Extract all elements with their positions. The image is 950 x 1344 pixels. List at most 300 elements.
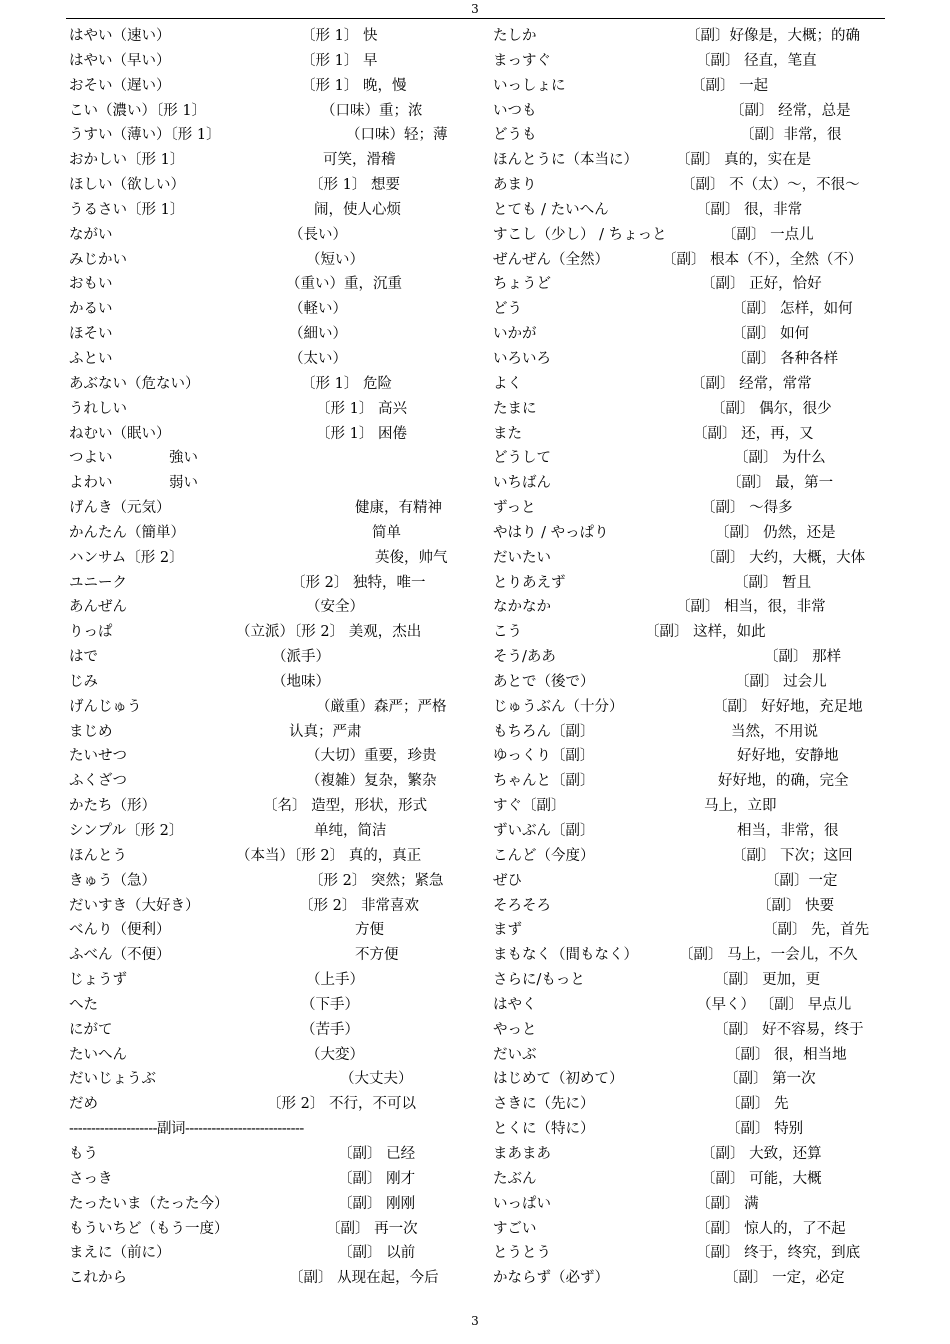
vocab-word: たまに xyxy=(493,400,537,417)
vocab-word: かたち（形） xyxy=(69,798,156,815)
vocab-entry xyxy=(493,1167,893,1192)
vocab-entry xyxy=(493,272,893,297)
vocab-gloss: 〔副〕 大致，还算 xyxy=(701,1145,822,1162)
vocab-entry xyxy=(69,670,469,695)
vocab-word: うすい（薄い）〔形 1〕 xyxy=(69,127,221,144)
vocab-word: きゅう（急） xyxy=(69,872,156,889)
vocab-entry xyxy=(69,347,469,372)
vocab-gloss: （地味） xyxy=(272,673,330,690)
vocab-word: いかが xyxy=(493,326,537,343)
vocab-word: さらに/もっと xyxy=(493,972,585,989)
vocab-word: はやく xyxy=(493,996,537,1013)
vocab-word: ゆっくり〔副〕 xyxy=(493,748,595,765)
vocab-entry xyxy=(69,1117,469,1142)
vocab-entry xyxy=(493,123,893,148)
vocab-gloss: （大丈夫） xyxy=(340,1071,413,1088)
vocab-gloss: 〔副〕 不（太）～，不很～ xyxy=(681,177,860,194)
vocab-entry xyxy=(69,24,469,49)
vocab-gloss: 〔形 1〕 高兴 xyxy=(316,400,407,417)
vocab-word: はやい（早い） xyxy=(69,52,171,69)
vocab-word: ほんとう xyxy=(69,847,127,864)
vocab-gloss: （早く） 〔副〕 早点儿 xyxy=(697,996,852,1013)
vocab-entry xyxy=(493,993,893,1018)
vocab-gloss: 英俊，帅气 xyxy=(375,549,448,566)
vocab-word: とうとう xyxy=(493,1245,551,1262)
vocab-gloss: （立派）〔形 2〕 美观，杰出 xyxy=(236,624,422,641)
vocab-entry xyxy=(69,869,469,894)
vocab-entry xyxy=(69,297,469,322)
vocab-column-left xyxy=(69,24,469,1291)
vocab-gloss: （短い） xyxy=(306,251,364,268)
page-number-bottom: 3 xyxy=(471,1314,479,1328)
vocab-entry xyxy=(69,620,469,645)
vocab-gloss: 〔副〕 各种各样 xyxy=(732,350,839,367)
vocab-entry xyxy=(69,1266,469,1291)
vocab-word: いっぱい xyxy=(493,1195,551,1212)
vocab-entry xyxy=(69,918,469,943)
vocab-entry xyxy=(493,99,893,124)
vocab-entry xyxy=(69,471,469,496)
vocab-gloss: 〔副〕 刚刚 xyxy=(338,1195,416,1212)
vocab-entry xyxy=(493,1192,893,1217)
vocab-gloss: 闹，使人心烦 xyxy=(314,201,401,218)
vocab-entry xyxy=(69,1192,469,1217)
vocab-gloss: （長い） xyxy=(289,226,347,243)
vocab-entry xyxy=(493,620,893,645)
vocab-entry xyxy=(69,819,469,844)
vocab-word: たしか xyxy=(493,28,537,44)
vocab-word: ぜんぜん（全然） xyxy=(493,251,609,268)
vocab-entry xyxy=(69,248,469,273)
vocab-word: ぜひ xyxy=(493,872,522,889)
vocab-word: げんじゅう xyxy=(69,698,142,715)
vocab-gloss: 〔副〕 第一次 xyxy=(724,1071,816,1088)
vocab-gloss: （口味）重；浓 xyxy=(321,102,423,119)
vocab-entry xyxy=(493,968,893,993)
vocab-gloss: 〔形 1〕 快 xyxy=(301,28,378,44)
vocab-word: これから xyxy=(69,1270,127,1287)
page-number-top: 3 xyxy=(471,2,479,16)
vocab-entry xyxy=(69,1018,469,1043)
vocab-gloss: 〔形 2〕 不行，不可以 xyxy=(267,1096,416,1113)
vocab-entry xyxy=(493,347,893,372)
vocab-gloss: 〔副〕 经常，总是 xyxy=(730,102,851,119)
vocab-word: いっしょに xyxy=(493,77,566,94)
vocab-entry xyxy=(69,595,469,620)
vocab-gloss: 〔副〕 一起 xyxy=(691,77,769,94)
vocab-entry xyxy=(69,744,469,769)
vocab-word: また xyxy=(493,425,522,442)
vocab-gloss: 〔副〕 快要 xyxy=(757,897,835,914)
vocab-gloss: 〔副〕 已经 xyxy=(338,1145,416,1162)
vocab-word: だめ xyxy=(69,1096,98,1113)
vocab-entry xyxy=(493,322,893,347)
vocab-word: もう xyxy=(69,1145,98,1162)
vocab-gloss: 〔名〕 造型，形状，形式 xyxy=(263,798,428,815)
vocab-word: なかなか xyxy=(493,599,551,616)
vocab-gloss: 〔形 2〕 非常喜欢 xyxy=(299,897,419,914)
vocab-entry xyxy=(493,595,893,620)
vocab-entry xyxy=(69,198,469,223)
vocab-entry xyxy=(493,571,893,596)
vocab-word: さっき xyxy=(69,1170,113,1187)
vocab-column-right xyxy=(493,24,893,1291)
vocab-word: だいたい xyxy=(493,549,551,566)
vocab-gloss: 〔副〕非常，很 xyxy=(740,127,842,144)
vocab-gloss: 〔副〕 一定，必定 xyxy=(724,1270,845,1287)
vocab-word: いちばん xyxy=(493,475,551,492)
vocab-word: ほそい xyxy=(69,326,113,343)
vocab-entry xyxy=(493,720,893,745)
vocab-entry xyxy=(69,223,469,248)
vocab-word: とくに（特に） xyxy=(493,1121,595,1138)
vocab-entry xyxy=(493,869,893,894)
vocab-entry xyxy=(493,248,893,273)
vocab-entry xyxy=(493,471,893,496)
vocab-gloss: 〔副〕 好好地，充足地 xyxy=(713,698,863,715)
vocab-gloss: 健康，有精神 xyxy=(355,500,442,517)
vocab-entry xyxy=(69,1241,469,1266)
vocab-gloss: 〔副〕 ～得多 xyxy=(701,500,793,517)
vocab-word: まっすぐ xyxy=(493,52,551,69)
vocab-entry xyxy=(69,695,469,720)
vocab-gloss: 好好地，的确，完全 xyxy=(718,773,849,790)
vocab-gloss: （軽い） xyxy=(289,301,347,318)
vocab-gloss: 马上，立即 xyxy=(704,798,777,815)
vocab-entry xyxy=(493,1117,893,1142)
vocab-word: りっぱ xyxy=(69,624,113,641)
vocab-gloss: 〔副〕 先，首先 xyxy=(763,922,870,939)
vocab-word: よく xyxy=(493,375,522,392)
vocab-word: かならず（必ず） xyxy=(493,1270,609,1287)
vocab-entry xyxy=(493,521,893,546)
vocab-entry xyxy=(69,372,469,397)
vocab-gloss: （重い）重，沉重 xyxy=(286,276,402,293)
vocab-entry xyxy=(69,968,469,993)
vocab-word: だいじょうぶ xyxy=(69,1071,156,1088)
vocab-word: あぶない（危ない） xyxy=(69,375,200,392)
vocab-entry xyxy=(493,74,893,99)
vocab-entry xyxy=(493,1092,893,1117)
vocab-gloss: 〔副〕 还，再，又 xyxy=(693,425,814,442)
vocab-entry xyxy=(493,148,893,173)
vocab-gloss: 〔副〕 这样，如此 xyxy=(645,624,766,641)
vocab-entry xyxy=(69,446,469,471)
vocab-entry xyxy=(493,645,893,670)
vocab-word: ユニーク xyxy=(69,574,127,591)
vocab-word: どう xyxy=(493,301,522,318)
vocab-gloss: （大切）重要，珍贵 xyxy=(306,748,437,765)
vocab-word: たったいま（たった今） xyxy=(69,1195,229,1212)
vocab-entry xyxy=(69,645,469,670)
vocab-word: はで xyxy=(69,649,98,666)
vocab-gloss: 〔副〕好像是，大概；的确 xyxy=(686,28,860,44)
vocab-entry xyxy=(69,521,469,546)
vocab-entry xyxy=(493,173,893,198)
vocab-gloss: 〔副〕 最，第一 xyxy=(727,475,834,492)
vocab-word: いつも xyxy=(493,102,537,119)
vocab-gloss: 〔副〕 先 xyxy=(726,1096,789,1113)
vocab-entry xyxy=(493,223,893,248)
vocab-gloss: 〔副〕 偶尔，很少 xyxy=(711,400,832,417)
vocab-gloss: 〔副〕 从现在起，今后 xyxy=(289,1270,439,1287)
vocab-entry xyxy=(69,844,469,869)
vocab-gloss: 〔副〕 相当，很，非常 xyxy=(676,599,826,616)
vocab-gloss: 〔副〕 为什么 xyxy=(734,450,826,467)
vocab-entry xyxy=(69,123,469,148)
vocab-entry xyxy=(493,695,893,720)
vocab-word: こう xyxy=(493,624,522,641)
vocab-gloss: （厳重）森严；严格 xyxy=(316,698,447,715)
vocab-gloss: 〔副〕 可能，大概 xyxy=(701,1170,822,1187)
vocab-gloss: 〔副〕 那样 xyxy=(764,649,842,666)
vocab-gloss: 可笑，滑稽 xyxy=(323,152,396,169)
vocab-entry xyxy=(493,546,893,571)
vocab-word: げんき（元気） xyxy=(69,500,171,517)
vocab-word: ほんとうに（本当に） xyxy=(493,152,638,169)
vocab-word: ふくざつ xyxy=(69,773,127,790)
vocab-word: ふとい xyxy=(69,350,113,367)
vocab-gloss: （下手） xyxy=(301,996,359,1013)
vocab-entry xyxy=(493,397,893,422)
vocab-word: とりあえず xyxy=(493,574,566,591)
vocab-word: うれしい xyxy=(69,400,127,417)
vocab-gloss: 〔副〕 大约，大概，大体 xyxy=(701,549,866,566)
vocab-word: うるさい〔形 1〕 xyxy=(69,201,185,218)
vocab-word: すこし（少し） / ちょっと xyxy=(493,226,667,243)
vocab-entry xyxy=(69,1142,469,1167)
vocab-gloss: （派手） xyxy=(272,649,330,666)
vocab-entry xyxy=(69,397,469,422)
vocab-word: さきに（先に） xyxy=(493,1096,595,1113)
vocab-gloss: 〔副〕 满 xyxy=(696,1195,759,1212)
vocab-word: まあまあ xyxy=(493,1145,551,1162)
vocab-entry xyxy=(493,297,893,322)
vocab-gloss: 〔副〕 一点儿 xyxy=(722,226,814,243)
vocab-entry xyxy=(69,272,469,297)
vocab-word: やっと xyxy=(493,1021,537,1038)
vocab-gloss: （複雑）复杂，繁杂 xyxy=(306,773,437,790)
vocab-word: たいへん xyxy=(69,1046,127,1063)
vocab-entry xyxy=(493,1217,893,1242)
vocab-entry xyxy=(493,744,893,769)
vocab-entry xyxy=(493,24,893,49)
vocab-word: まえに（前に） xyxy=(69,1245,171,1262)
vocab-word: ちょうど xyxy=(493,276,551,293)
vocab-entry xyxy=(493,1241,893,1266)
vocab-gloss: 〔副〕一定 xyxy=(765,872,838,889)
vocab-word: ずいぶん〔副〕 xyxy=(493,823,595,839)
vocab-gloss: 〔副〕 更加，更 xyxy=(714,972,821,989)
vocab-word: おかしい〔形 1〕 xyxy=(69,152,185,169)
vocab-gloss: 〔形 2〕 突然；紧急 xyxy=(309,872,444,889)
vocab-word: まず xyxy=(493,922,522,939)
vocab-entry xyxy=(493,1018,893,1043)
vocab-word: ねむい（眠い） xyxy=(69,425,171,442)
vocab-entry xyxy=(69,74,469,99)
vocab-entry xyxy=(493,49,893,74)
vocab-entry xyxy=(493,918,893,943)
vocab-entry xyxy=(493,769,893,794)
vocab-gloss: （太い） xyxy=(289,350,347,367)
vocab-gloss: 方便 xyxy=(355,922,384,939)
vocab-gloss: 当然，不用说 xyxy=(731,723,818,740)
vocab-word: あまり xyxy=(493,177,537,194)
vocab-entry xyxy=(493,844,893,869)
vocab-entry xyxy=(69,769,469,794)
vocab-gloss: 〔形 2〕 独特，唯一 xyxy=(291,574,426,591)
vocab-entry xyxy=(493,372,893,397)
vocab-gloss: 〔副〕 下次；这回 xyxy=(732,847,853,864)
vocab-gloss: 〔副〕 以前 xyxy=(338,1245,416,1262)
vocab-entry xyxy=(493,446,893,471)
vocab-word: はじめて（初めて） xyxy=(493,1071,624,1088)
vocab-word: へた xyxy=(69,996,98,1013)
vocab-word: やはり / やっぱり xyxy=(493,524,609,541)
vocab-entry xyxy=(493,943,893,968)
vocab-gloss: 〔形 1〕 想要 xyxy=(309,177,400,194)
vocab-word: こい（濃い）〔形 1〕 xyxy=(69,102,207,119)
vocab-entry xyxy=(69,1167,469,1192)
vocab-gloss: 強い xyxy=(169,450,198,467)
vocab-word: じみ xyxy=(69,673,98,690)
vocab-entry xyxy=(69,496,469,521)
vocab-gloss: （苦手） xyxy=(301,1021,359,1038)
vocab-entry xyxy=(493,894,893,919)
vocab-word: じょうず xyxy=(69,972,127,989)
vocab-entry xyxy=(69,943,469,968)
vocab-gloss: 〔副〕 很，相当地 xyxy=(726,1046,847,1063)
vocab-word: にがて xyxy=(69,1021,113,1038)
vocab-word: ふべん（不便） xyxy=(69,947,171,964)
vocab-entry xyxy=(69,1092,469,1117)
vocab-gloss: 〔副〕 马上，一会儿，不久 xyxy=(679,947,858,964)
vocab-entry xyxy=(69,322,469,347)
vocab-word: つよい xyxy=(69,450,113,467)
vocab-word: かるい xyxy=(69,301,113,318)
vocab-word: だいぶ xyxy=(493,1046,537,1063)
vocab-gloss: 〔形 1〕 晚，慢 xyxy=(301,77,407,94)
vocab-gloss: 〔副〕 过会儿 xyxy=(735,673,827,690)
vocab-gloss: 〔副〕 正好，恰好 xyxy=(701,276,822,293)
vocab-gloss: 〔副〕 很，非常 xyxy=(696,201,803,218)
vocab-entry xyxy=(493,1043,893,1068)
vocab-word: どうも xyxy=(493,127,537,144)
vocab-gloss: 单纯，简洁 xyxy=(314,823,387,839)
vocab-entry xyxy=(69,422,469,447)
vocab-entry xyxy=(69,148,469,173)
vocab-gloss: 弱い xyxy=(169,475,198,492)
vocab-gloss: 〔副〕 特别 xyxy=(726,1121,804,1138)
vocab-word: ハンサム〔形 2〕 xyxy=(69,549,184,566)
vocab-word: たいせつ xyxy=(69,748,127,765)
vocab-word: あとで（後で） xyxy=(493,673,595,690)
vocab-gloss: 〔副〕 经常，常常 xyxy=(691,375,812,392)
vocab-gloss: 〔副〕 好不容易，终于 xyxy=(714,1021,864,1038)
vocab-entry xyxy=(69,993,469,1018)
vocab-entry xyxy=(69,794,469,819)
vocab-word: じゅうぶん（十分） xyxy=(493,698,624,715)
vocab-entry xyxy=(69,49,469,74)
vocab-word: すごい xyxy=(493,1220,537,1237)
vocab-gloss: 〔副〕 仍然，还是 xyxy=(715,524,836,541)
vocab-gloss: 不方便 xyxy=(355,947,399,964)
vocab-gloss: 好好地，安静地 xyxy=(737,748,839,765)
vocab-word: あんぜん xyxy=(69,599,127,616)
vocab-entry xyxy=(69,1217,469,1242)
vocab-gloss: 〔副〕 再一次 xyxy=(326,1220,418,1237)
vocab-entry xyxy=(493,1067,893,1092)
vocab-gloss: 〔形 1〕 困倦 xyxy=(316,425,407,442)
vocab-word: そろそろ xyxy=(493,897,551,914)
vocab-entry xyxy=(493,1266,893,1291)
vocab-gloss: （本当）〔形 2〕 真的，真正 xyxy=(236,847,422,864)
vocab-gloss: 〔副〕 根本（不），全然（不） xyxy=(662,251,863,268)
vocab-word: ながい xyxy=(69,226,113,243)
vocab-gloss: 〔副〕 怎样，如何 xyxy=(732,301,853,318)
vocab-entry xyxy=(69,894,469,919)
vocab-word: おもい xyxy=(69,276,113,293)
vocab-word: いろいろ xyxy=(493,350,551,367)
vocab-word: ちゃんと〔副〕 xyxy=(493,773,595,790)
vocab-gloss: （細い） xyxy=(289,326,347,343)
vocab-gloss: （口味）轻；薄 xyxy=(346,127,448,144)
vocab-gloss: 相当，非常，很 xyxy=(737,823,839,839)
vocab-gloss: （大変） xyxy=(306,1046,364,1063)
vocab-gloss: 〔形 1〕 危险 xyxy=(301,375,392,392)
vocab-word: みじかい xyxy=(69,251,127,268)
vocab-entry xyxy=(69,99,469,124)
vocab-entry xyxy=(493,1142,893,1167)
vocab-gloss: 认真；严肃 xyxy=(289,723,362,740)
vocab-word: すぐ〔副〕 xyxy=(493,798,566,815)
vocab-word: だいすき（大好き） xyxy=(69,897,200,914)
vocab-gloss: （上手） xyxy=(306,972,364,989)
vocab-entry xyxy=(69,173,469,198)
vocab-word: かんたん（簡単） xyxy=(69,524,185,541)
vocab-entry xyxy=(69,571,469,596)
vocab-word: ずっと xyxy=(493,500,536,517)
vocab-word: べんり（便利） xyxy=(69,922,171,939)
vocab-word: たぶん xyxy=(493,1170,537,1187)
vocab-entry xyxy=(493,670,893,695)
vocab-gloss: 〔副〕 真的，实在是 xyxy=(676,152,812,169)
vocab-gloss: 〔副〕 终于，终究，到底 xyxy=(696,1245,861,1262)
section-separator: --------------------副词--------------------------- xyxy=(69,1121,304,1138)
vocab-word: よわい xyxy=(69,475,113,492)
vocab-word: シンプル〔形 2〕 xyxy=(69,823,184,839)
vocab-entry xyxy=(493,422,893,447)
vocab-word: ほしい（欲しい） xyxy=(69,177,185,194)
vocab-word: とても / たいへん xyxy=(493,201,609,218)
vocab-word: こんど（今度） xyxy=(493,847,595,864)
vocab-gloss: 〔副〕 径直，笔直 xyxy=(696,52,817,69)
vocab-word: はやい（速い） xyxy=(69,28,171,44)
vocab-gloss: 〔副〕 暂且 xyxy=(734,574,812,591)
vocab-word: もういちど（もう一度） xyxy=(69,1220,229,1237)
vocab-entry xyxy=(493,496,893,521)
vocab-gloss: 〔副〕 如何 xyxy=(732,326,810,343)
vocab-gloss: 简单 xyxy=(372,524,401,541)
vocab-entry xyxy=(493,819,893,844)
vocab-entry xyxy=(69,1067,469,1092)
vocab-gloss: 〔形 1〕 早 xyxy=(301,52,378,69)
vocab-word: まじめ xyxy=(69,723,113,740)
vocab-word: おそい（遅い） xyxy=(69,77,171,94)
vocab-entry xyxy=(69,546,469,571)
vocab-entry xyxy=(69,720,469,745)
vocab-gloss: 〔副〕 刚才 xyxy=(338,1170,416,1187)
